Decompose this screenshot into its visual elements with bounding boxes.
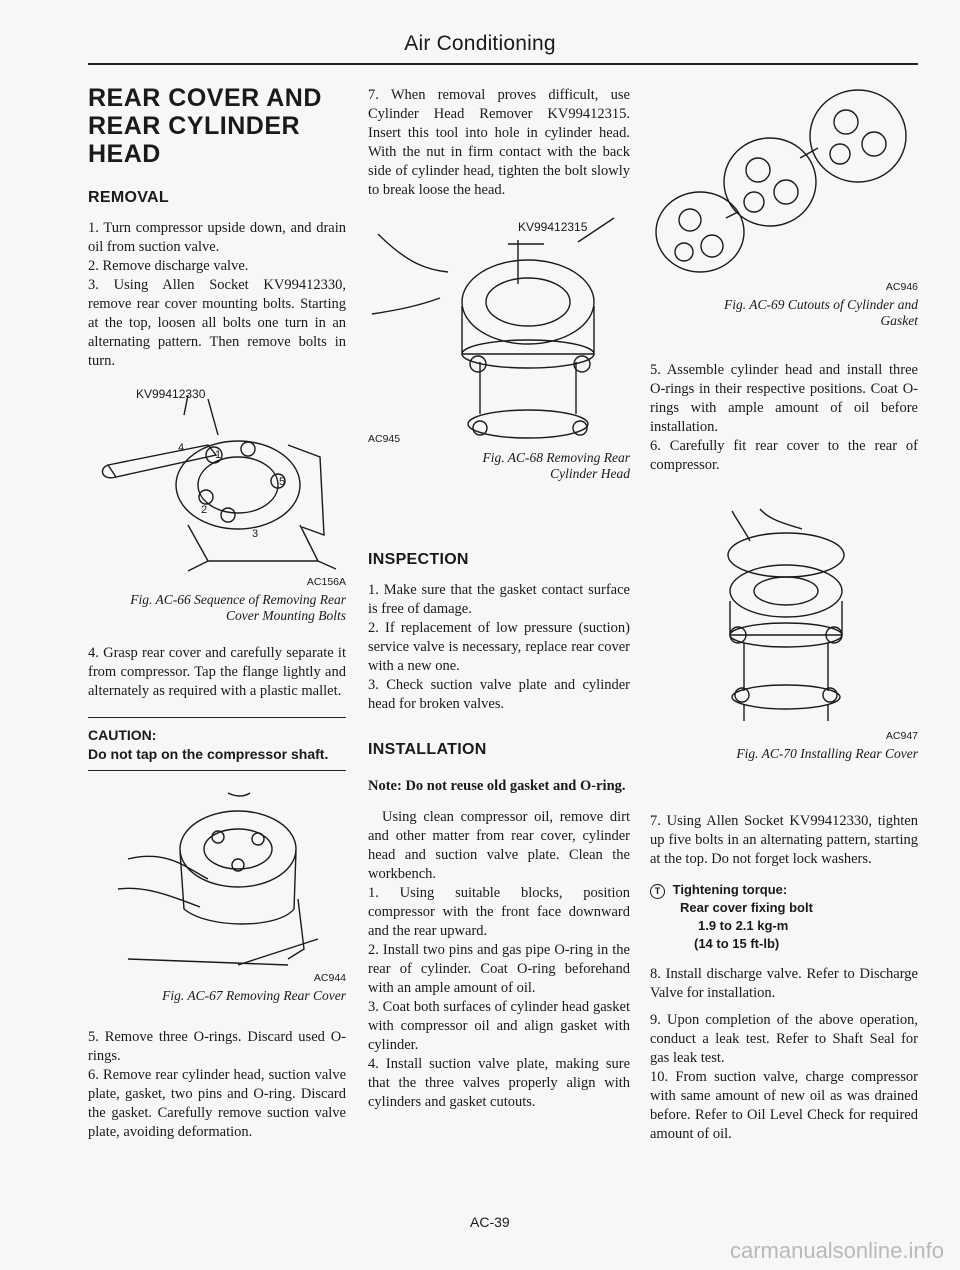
figure-caption-ac70: Fig. AC-70 Installing Rear Cover — [736, 746, 918, 761]
caution-box — [88, 717, 346, 771]
installation-note: Note: Do not reuse old gasket and O-ring. — [368, 778, 626, 794]
section-title: REAR COVER AND REAR CYLINDER HEAD — [88, 84, 322, 168]
svg-text:2: 2 — [201, 504, 208, 516]
installation-step-3: 3. Coat both surfaces of cylinder head gasket with compressor oil and align gasket with cylinder. — [368, 999, 630, 1053]
rear-cover-install-illustration — [650, 505, 918, 727]
removal-step-1: 1. Turn compressor upside down, and drain oil from suction valve. — [88, 220, 346, 255]
installation-heading: INSTALLATION — [368, 741, 487, 758]
figure-caption-ac69: Fig. AC-69 Cutouts of Cylinder and Gasket — [723, 297, 918, 328]
figure-ac70 — [650, 505, 918, 727]
installation-step-4: 4. Install suction valve plate, making sure that the three valves properly align with cylinders and gasket cutouts. — [368, 1056, 630, 1110]
middle-column — [368, 82, 630, 1112]
figure-ac66 — [88, 385, 346, 573]
torque-symbol-icon: T — [650, 884, 665, 899]
installation-step-2: 2. Install two pins and gas pipe O-ring in the rear of cylinder. Coat O-ring beforehand with an ample amount of oil. — [368, 942, 630, 996]
figure-code-ac156a: AC156A — [306, 576, 346, 588]
figure-code-ac944: AC944 — [313, 972, 346, 984]
installation-step-5: 5. Assemble cylinder head and install three O-rings in their respective positions. Coat O-rings with ample amount of oil before installation. — [650, 362, 918, 435]
svg-text:3: 3 — [252, 528, 259, 540]
installation-step-7: 7. Using Allen Socket KV99412330, tighten up five bolts in an alternating pattern, starting at the top. Do not forget lock washers. — [650, 813, 918, 867]
rear-cover-removal-illustration — [88, 789, 346, 969]
removal-step-5: 5. Remove three O-rings. Discard used O-rings. — [88, 1029, 346, 1064]
figure-caption-ac67: Fig. AC-67 Removing Rear Cover — [162, 988, 346, 1003]
left-column — [88, 82, 346, 1142]
installation-intro: Using clean compressor oil, remove dirt and other matter from rear cover, cylinder head and suction valve plate. Clean the workbench. — [368, 809, 630, 882]
tool-label-kv99412330: KV99412330 — [136, 387, 206, 401]
figure-caption-ac68: Fig. AC-68 Removing Rear Cylinder Head — [482, 450, 630, 481]
installation-step-6: 6. Carefully fit rear cover to the rear of compressor. — [650, 438, 918, 473]
removal-step-6: 6. Remove rear cylinder head, suction valve plate, gasket, two pins and O-ring. Discard the gasket. Carefully remove suction valve plate, avoiding deformation. — [88, 1067, 346, 1140]
removal-step-7: 7. When removal proves difficult, use Cylinder Head Remover KV99412315. Insert this tool into hole in cylinder head. With the nut in firm contact with the back side of cylinder head, tighten the bolt slowly to break loose the head. — [368, 87, 630, 198]
svg-text:1: 1 — [214, 449, 222, 461]
inspection-step-3: 3. Check suction valve plate and cylinder head for broken valves. — [368, 677, 630, 712]
svg-text:4: 4 — [178, 442, 185, 454]
cylinder-gasket-cutouts-illustration — [650, 82, 918, 278]
page-number: AC-39 — [470, 1214, 510, 1230]
figure-code-ac945: AC945 — [368, 433, 401, 445]
inspection-step-2: 2. If replacement of low pressure (suction) service valve is necessary, replace rear cover with a new one. — [368, 620, 630, 674]
torque-item: Rear cover fixing bolt — [680, 900, 813, 915]
removal-step-3: 3. Using Allen Socket KV99412330, remove rear cover mounting bolts. Starting at the top, loosen all bolts one turn in an alternating pattern. Then remove bolts in turn. — [88, 277, 346, 369]
torque-value-metric: 1.9 to 2.1 kg-m — [698, 918, 789, 933]
torque-label-row — [650, 881, 918, 899]
installation-step-8: 8. Install discharge valve. Refer to Discharge Valve for installation. — [650, 966, 918, 1001]
tool-label-kv99412315: KV99412315 — [518, 220, 588, 234]
inspection-step-1: 1. Make sure that the gasket contact surface is free of damage. — [368, 582, 630, 617]
svg-text:5: 5 — [278, 476, 286, 488]
removal-heading: REMOVAL — [88, 189, 169, 206]
watermark: carmanualsonline.info — [729, 1238, 944, 1263]
torque-value-imperial: (14 to 15 ft-lb) — [694, 936, 780, 951]
figure-ac69 — [650, 82, 918, 278]
removal-step-2: 2. Remove discharge valve. — [88, 258, 249, 274]
removal-step-4: 4. Grasp rear cover and carefully separate it from compressor. Tap the flange lightly and alternately as required with a plastic mallet. — [88, 645, 346, 699]
page-header-title: Air Conditioning — [404, 32, 556, 55]
torque-label: Tightening torque: — [672, 882, 788, 897]
cylinder-head-remover-illustration — [368, 214, 630, 450]
bolt-sequence-illustration — [88, 385, 346, 573]
caution-text: Do not tap on the compressor shaft. — [88, 746, 329, 762]
torque-spec — [650, 881, 918, 953]
inspection-heading: INSPECTION — [368, 551, 469, 568]
installation-step-9: 9. Upon completion of the above operation, conduct a leak test. Refer to Shaft Seal for gas leak test. — [650, 1012, 918, 1066]
figure-ac68 — [368, 214, 630, 450]
figure-ac67 — [88, 789, 346, 969]
header-rule — [88, 63, 918, 65]
figure-caption-ac66: Fig. AC-66 Sequence of Removing Rear Cover Mounting Bolts — [130, 592, 346, 623]
installation-step-1: 1. Using suitable blocks, position compressor with the front face downward and the rear upward. — [368, 885, 630, 939]
figure-code-ac946: AC946 — [885, 281, 918, 293]
caution-title: CAUTION: — [88, 727, 157, 743]
figure-code-ac947: AC947 — [885, 730, 918, 742]
installation-step-10: 10. From suction valve, charge compressor with same amount of new oil as was drained before. Refer to Oil Level Check for required amount of oil. — [650, 1069, 918, 1142]
right-column — [650, 82, 918, 1144]
